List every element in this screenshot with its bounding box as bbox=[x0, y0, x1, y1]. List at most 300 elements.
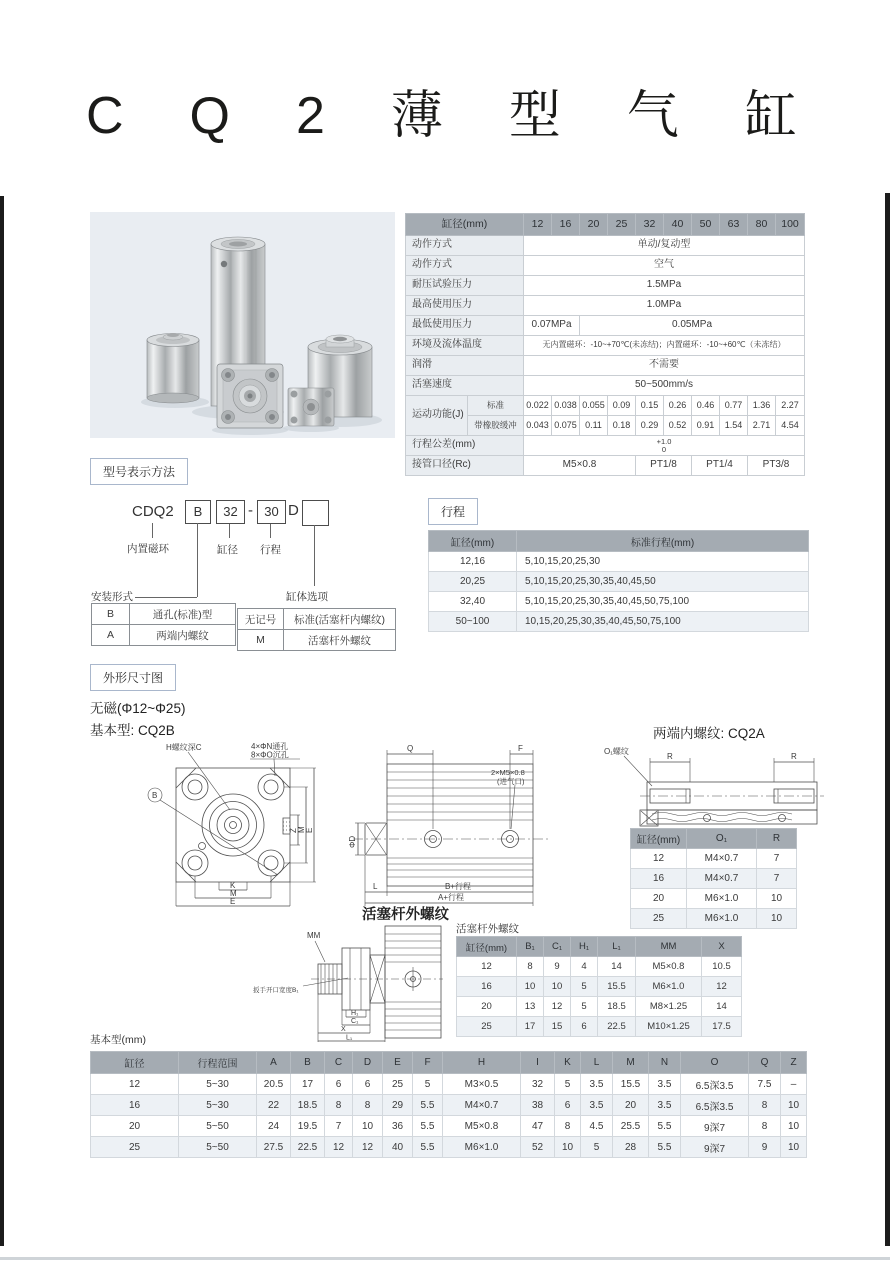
front-dimensions bbox=[176, 768, 316, 906]
row-label: 耐压试验压力 bbox=[406, 276, 524, 296]
cq2a-title: 两端内螺纹: CQ2A bbox=[653, 726, 765, 741]
row-value: PT3/8 bbox=[748, 456, 805, 476]
row-value: 无内置磁环：-10~+70℃(未冻结)；内置磁环：-10~+60℃（未冻结） bbox=[524, 336, 805, 356]
col-header: Q bbox=[749, 1052, 781, 1074]
cq2a-header-row bbox=[631, 829, 797, 849]
table-cell: 9深7 bbox=[681, 1137, 749, 1158]
spec-row-max bbox=[406, 296, 805, 316]
dim-l: L bbox=[373, 882, 378, 891]
dim-c1: C₁ bbox=[351, 1018, 359, 1025]
spec-row-proof bbox=[406, 276, 805, 296]
table-cell: 12 bbox=[325, 1137, 353, 1158]
label-mounting-type: 安装形式 bbox=[91, 591, 133, 603]
spec-row-min bbox=[406, 316, 805, 336]
row-value: M5×0.8 bbox=[524, 456, 636, 476]
table-row bbox=[429, 592, 809, 612]
row-label: 动作方式 bbox=[406, 256, 524, 276]
table-cell: 6 bbox=[555, 1095, 581, 1116]
table-cell: 5.5 bbox=[413, 1137, 443, 1158]
model-code-suffix: D bbox=[288, 502, 299, 519]
col-header: Z bbox=[781, 1052, 807, 1074]
sub-label: 标准 bbox=[468, 396, 524, 416]
col-header: MM bbox=[636, 937, 702, 957]
table-cell: 47 bbox=[521, 1116, 555, 1137]
spec-row-port bbox=[406, 456, 805, 476]
col-header: K bbox=[555, 1052, 581, 1074]
table-cell: 17 bbox=[291, 1074, 325, 1095]
table-cell: 10,15,20,25,30,35,40,45,50,75,100 bbox=[517, 612, 809, 632]
dim-b: B bbox=[152, 791, 158, 800]
tolerance-lower: 0 bbox=[661, 444, 667, 454]
stroke-header-row bbox=[429, 531, 809, 552]
spec-row-medium bbox=[406, 256, 805, 276]
col-header: I bbox=[521, 1052, 555, 1074]
table-cell: 17 bbox=[517, 1017, 544, 1037]
table-cell: 7 bbox=[757, 849, 797, 869]
table-row bbox=[429, 612, 809, 632]
model-code-bore-box: 32 bbox=[216, 500, 245, 524]
front-leaders bbox=[148, 752, 300, 875]
rod-thread-title: 活塞杆外螺纹 bbox=[362, 907, 449, 923]
table-cell: 15.5 bbox=[598, 977, 636, 997]
table-cell: 7.5 bbox=[749, 1074, 781, 1095]
col-header: D bbox=[353, 1052, 383, 1074]
dim-a-stroke: A+行程 bbox=[438, 893, 465, 902]
cq2a-table bbox=[630, 828, 797, 929]
front-body bbox=[176, 768, 290, 882]
dim-r-left: R bbox=[667, 752, 673, 761]
table-row bbox=[631, 889, 797, 909]
table-cell: 14 bbox=[598, 957, 636, 977]
table-cell: B bbox=[92, 604, 130, 625]
table-cell: 6 bbox=[571, 1017, 598, 1037]
table-cell: 19.5 bbox=[291, 1116, 325, 1137]
table-cell: 17.5 bbox=[702, 1017, 742, 1037]
col-header: N bbox=[649, 1052, 681, 1074]
left-cylinder bbox=[147, 333, 199, 403]
cell: 0.022 bbox=[524, 396, 552, 416]
spec-header-row bbox=[406, 214, 805, 236]
cylinders-illustration bbox=[90, 212, 395, 438]
table-cell: 20 bbox=[631, 889, 687, 909]
table-cell: 36 bbox=[383, 1116, 413, 1137]
o1-thread-label: O₁螺纹 bbox=[604, 747, 629, 756]
port-label-1: 2×M5×0.8 bbox=[491, 768, 525, 777]
small-cylinder bbox=[288, 388, 334, 426]
dim-l1: L₁ bbox=[346, 1034, 353, 1042]
bore-col: 100 bbox=[776, 214, 805, 236]
spec-row-lube bbox=[406, 356, 805, 376]
row-value: 0.07MPa bbox=[524, 316, 580, 336]
table-cell: 10 bbox=[555, 1137, 581, 1158]
table-cell: 两端内螺纹 bbox=[130, 625, 236, 646]
table-cell: 10 bbox=[353, 1116, 383, 1137]
basic-table-title: 基本型(mm) bbox=[90, 1034, 146, 1046]
front-thread-label: H螺纹深C bbox=[166, 743, 202, 752]
front-holes-label-2: 8×ΦO沉孔 bbox=[251, 750, 289, 760]
col-header: L bbox=[581, 1052, 613, 1074]
table-cell: 5 bbox=[571, 997, 598, 1017]
connector bbox=[314, 525, 315, 586]
cell: 4.54 bbox=[776, 416, 805, 436]
table-cell: 12,16 bbox=[429, 552, 517, 572]
table-cell: 3.5 bbox=[649, 1074, 681, 1095]
cell: 1.54 bbox=[720, 416, 748, 436]
table-cell: 40 bbox=[383, 1137, 413, 1158]
connector bbox=[152, 523, 153, 538]
table-cell: 5,10,15,20,25,30,35,40,45,50,75,100 bbox=[517, 592, 809, 612]
table-cell: 20 bbox=[457, 997, 517, 1017]
table-cell: 13 bbox=[517, 997, 544, 1017]
cq2a-drawing bbox=[602, 742, 860, 830]
row-label: 环境及流体温度 bbox=[406, 336, 524, 356]
table-row bbox=[457, 1017, 742, 1037]
cell: 0.043 bbox=[524, 416, 552, 436]
table-cell: 15 bbox=[544, 1017, 571, 1037]
table-cell: 25 bbox=[91, 1137, 179, 1158]
dim-e2: E bbox=[305, 827, 314, 833]
col-header: 缸径(mm) bbox=[457, 937, 517, 957]
table-cell: 10 bbox=[544, 977, 571, 997]
cell: 0.91 bbox=[692, 416, 720, 436]
cell: 0.09 bbox=[608, 396, 636, 416]
bore-col: 12 bbox=[524, 214, 552, 236]
table-cell: 5 bbox=[413, 1074, 443, 1095]
dim-f: F bbox=[518, 744, 523, 753]
row-value: 0.05MPa bbox=[580, 316, 805, 336]
row-label: 最高使用压力 bbox=[406, 296, 524, 316]
table-cell: 38 bbox=[521, 1095, 555, 1116]
basic-type-label: 基本型: CQ2B bbox=[90, 723, 175, 738]
table-row bbox=[631, 869, 797, 889]
col-header: O₁ bbox=[687, 829, 757, 849]
bore-col: 80 bbox=[748, 214, 776, 236]
table-cell: 5,10,15,20,25,30,35,40,45,50 bbox=[517, 572, 809, 592]
col-header: X bbox=[702, 937, 742, 957]
connector bbox=[197, 523, 198, 597]
table-cell: M5×0.8 bbox=[636, 957, 702, 977]
col-header: 行程范围 bbox=[179, 1052, 257, 1074]
table-row bbox=[429, 552, 809, 572]
col-header: B bbox=[291, 1052, 325, 1074]
model-code-dash: - bbox=[248, 502, 253, 519]
basic-dimensions-table bbox=[90, 1051, 807, 1158]
rod-header-row bbox=[457, 937, 742, 957]
table-cell: 8 bbox=[749, 1095, 781, 1116]
row-label: 活塞速度 bbox=[406, 376, 524, 396]
table-cell: 12 bbox=[631, 849, 687, 869]
table-cell: 3.5 bbox=[581, 1074, 613, 1095]
cell: 0.11 bbox=[580, 416, 608, 436]
table-cell: 8 bbox=[325, 1095, 353, 1116]
table-cell: 25 bbox=[631, 909, 687, 929]
table-cell: 4.5 bbox=[581, 1116, 613, 1137]
table-cell: 18.5 bbox=[598, 997, 636, 1017]
bore-col: 32 bbox=[636, 214, 664, 236]
table-row bbox=[457, 977, 742, 997]
table-cell: M4×0.7 bbox=[687, 869, 757, 889]
table-cell: M10×1.25 bbox=[636, 1017, 702, 1037]
table-cell: 5.5 bbox=[649, 1137, 681, 1158]
table-cell: 7 bbox=[757, 869, 797, 889]
table-row bbox=[457, 997, 742, 1017]
table-cell: 25.5 bbox=[613, 1116, 649, 1137]
dim-h1: H₁ bbox=[351, 1010, 359, 1017]
row-value bbox=[524, 436, 805, 456]
table-cell: 15.5 bbox=[613, 1074, 649, 1095]
table-cell: 5~50 bbox=[179, 1116, 257, 1137]
table-cell: M5×0.8 bbox=[443, 1116, 521, 1137]
table-row bbox=[91, 1074, 807, 1095]
table-cell: 20,25 bbox=[429, 572, 517, 592]
table-row bbox=[457, 957, 742, 977]
table-cell: 12 bbox=[457, 957, 517, 977]
row-label: 最低使用压力 bbox=[406, 316, 524, 336]
table-cell: 5,10,15,20,25,30 bbox=[517, 552, 809, 572]
dim-k: K bbox=[230, 881, 236, 890]
cell: 1.36 bbox=[748, 396, 776, 416]
table-cell: 28 bbox=[613, 1137, 649, 1158]
sub-label: 带橡胶缓冲 bbox=[468, 416, 524, 436]
dim-e: E bbox=[230, 897, 236, 906]
table-cell: 8 bbox=[517, 957, 544, 977]
wrench-width-label: 扳手开口宽度B₁ bbox=[253, 987, 299, 994]
cell: 0.055 bbox=[580, 396, 608, 416]
col-header: A bbox=[257, 1052, 291, 1074]
col-header: H bbox=[443, 1052, 521, 1074]
col-header: 缸径 bbox=[91, 1052, 179, 1074]
table-cell: 10 bbox=[757, 889, 797, 909]
bore-col: 25 bbox=[608, 214, 636, 236]
connector bbox=[135, 597, 197, 598]
spec-table bbox=[405, 213, 805, 476]
connector bbox=[270, 524, 271, 538]
table-cell: M3×0.5 bbox=[443, 1074, 521, 1095]
table-cell: M bbox=[238, 630, 284, 651]
row-label: 接管口径(Rc) bbox=[406, 456, 524, 476]
rod-leaders bbox=[303, 941, 348, 986]
table-cell: 活塞杆外螺纹 bbox=[284, 630, 396, 651]
label-stroke: 行程 bbox=[260, 544, 281, 556]
row-value: 50~500mm/s bbox=[524, 376, 805, 396]
table-cell: 6.5深3.5 bbox=[681, 1095, 749, 1116]
cell: 0.18 bbox=[608, 416, 636, 436]
model-code-mount-box: B bbox=[185, 500, 211, 524]
table-row bbox=[91, 1095, 807, 1116]
rod-table-title: 活塞杆外螺纹 bbox=[456, 923, 519, 935]
row-label: 动作方式 bbox=[406, 236, 524, 256]
table-cell: 12 bbox=[91, 1074, 179, 1095]
label-built-in-magnet: 内置磁环 bbox=[127, 543, 169, 555]
table-cell: 7 bbox=[325, 1116, 353, 1137]
cell: 0.46 bbox=[692, 396, 720, 416]
table-cell: M4×0.7 bbox=[443, 1095, 521, 1116]
table-cell: 12 bbox=[544, 997, 571, 1017]
col-header: E bbox=[383, 1052, 413, 1074]
cell: 0.075 bbox=[552, 416, 580, 436]
table-cell: 标准(活塞杆内螺纹) bbox=[284, 609, 396, 630]
cell: 0.15 bbox=[636, 396, 664, 416]
rod-thread-table bbox=[456, 936, 742, 1037]
table-row bbox=[631, 909, 797, 929]
table-cell: 5 bbox=[555, 1074, 581, 1095]
table-cell: 10 bbox=[781, 1095, 807, 1116]
table-cell: 18.5 bbox=[291, 1095, 325, 1116]
spec-row-tolerance bbox=[406, 436, 805, 456]
bore-col: 20 bbox=[580, 214, 608, 236]
table-cell: 8 bbox=[353, 1095, 383, 1116]
side-view-drawing bbox=[345, 736, 563, 908]
table-cell: 16 bbox=[457, 977, 517, 997]
col-header: B₁ bbox=[517, 937, 544, 957]
table-cell: 9 bbox=[749, 1137, 781, 1158]
table-cell: M6×1.0 bbox=[687, 909, 757, 929]
dim-x: X bbox=[341, 1026, 346, 1033]
table-cell: 9深7 bbox=[681, 1116, 749, 1137]
table-cell: M8×1.25 bbox=[636, 997, 702, 1017]
table-cell: 22 bbox=[257, 1095, 291, 1116]
table-cell: 4 bbox=[571, 957, 598, 977]
dim-r-right: R bbox=[791, 752, 797, 761]
table-cell: 5~30 bbox=[179, 1095, 257, 1116]
section-dimensions: 外形尺寸图 bbox=[90, 664, 176, 691]
spec-row-energy-std bbox=[406, 396, 805, 416]
table-cell: 5.5 bbox=[649, 1116, 681, 1137]
port-label-2: (进气口) bbox=[497, 777, 525, 786]
bore-col: 40 bbox=[664, 214, 692, 236]
label-bore: 缸径 bbox=[217, 544, 238, 556]
dim-q: Q bbox=[407, 744, 414, 753]
table-row bbox=[238, 609, 396, 630]
dim-m2: M bbox=[297, 826, 306, 833]
table-cell: 25 bbox=[457, 1017, 517, 1037]
basic-header-row bbox=[91, 1052, 807, 1074]
body-option-table bbox=[237, 608, 396, 651]
col-header: M bbox=[613, 1052, 649, 1074]
table-cell: 22.5 bbox=[598, 1017, 636, 1037]
col-header: C bbox=[325, 1052, 353, 1074]
bore-col: 50 bbox=[692, 214, 720, 236]
cq2a-dimensions bbox=[624, 756, 814, 786]
table-cell: – bbox=[781, 1074, 807, 1095]
table-cell: 50~100 bbox=[429, 612, 517, 632]
col-header: L₁ bbox=[598, 937, 636, 957]
bore-col: 16 bbox=[552, 214, 580, 236]
front-view-drawing bbox=[138, 740, 343, 908]
table-cell: 9 bbox=[544, 957, 571, 977]
table-cell: 20.5 bbox=[257, 1074, 291, 1095]
table-cell: 8 bbox=[749, 1116, 781, 1137]
page-edge-left bbox=[0, 196, 4, 1246]
col-header: 缸径(mm) bbox=[429, 531, 517, 552]
spec-row-speed bbox=[406, 376, 805, 396]
cell: 0.26 bbox=[664, 396, 692, 416]
table-cell: 10 bbox=[781, 1137, 807, 1158]
table-cell: 10 bbox=[757, 909, 797, 929]
cell: 0.77 bbox=[720, 396, 748, 416]
cell: 0.038 bbox=[552, 396, 580, 416]
col-header: F bbox=[413, 1052, 443, 1074]
table-cell: 3.5 bbox=[649, 1095, 681, 1116]
dim-m: M bbox=[230, 889, 237, 898]
table-cell: 20 bbox=[91, 1116, 179, 1137]
table-cell: 5~50 bbox=[179, 1137, 257, 1158]
table-cell: 16 bbox=[631, 869, 687, 889]
table-cell: M6×1.0 bbox=[636, 977, 702, 997]
rod-body bbox=[311, 926, 443, 1038]
table-cell: 10.5 bbox=[702, 957, 742, 977]
page-edge-right bbox=[885, 193, 890, 1246]
table-cell: 27.5 bbox=[257, 1137, 291, 1158]
table-cell: M6×1.0 bbox=[443, 1137, 521, 1158]
model-code-prefix: CDQ2 bbox=[132, 503, 174, 520]
page-title: CQ2薄型气缸 bbox=[86, 87, 863, 145]
table-row bbox=[92, 625, 236, 646]
row-label: 运动功能(J) bbox=[406, 396, 468, 436]
front-holes-label-1: 4×ΦN通孔 bbox=[251, 742, 289, 751]
cell: 0.52 bbox=[664, 416, 692, 436]
table-cell: 32,40 bbox=[429, 592, 517, 612]
col-header: C₁ bbox=[544, 937, 571, 957]
table-cell: 32 bbox=[521, 1074, 555, 1095]
table-cell: 22.5 bbox=[291, 1137, 325, 1158]
table-cell: 12 bbox=[702, 977, 742, 997]
cell: 2.27 bbox=[776, 396, 805, 416]
table-row bbox=[238, 630, 396, 651]
connector bbox=[229, 524, 230, 538]
cell: 2.71 bbox=[748, 416, 776, 436]
table-cell: 5~30 bbox=[179, 1074, 257, 1095]
table-cell: 16 bbox=[91, 1095, 179, 1116]
table-cell: 25 bbox=[383, 1074, 413, 1095]
table-cell: M4×0.7 bbox=[687, 849, 757, 869]
table-cell: 6 bbox=[353, 1074, 383, 1095]
tolerance-upper: +1.0 bbox=[656, 437, 672, 447]
row-label: 润滑 bbox=[406, 356, 524, 376]
dim-z: Z bbox=[289, 828, 298, 833]
mm-label: MM bbox=[307, 931, 321, 940]
table-cell: 5 bbox=[581, 1137, 613, 1158]
table-cell: 5.5 bbox=[413, 1095, 443, 1116]
table-row bbox=[91, 1116, 807, 1137]
table-cell: 6 bbox=[325, 1074, 353, 1095]
col-header: R bbox=[757, 829, 797, 849]
bore-col: 63 bbox=[720, 214, 748, 236]
table-cell: 10 bbox=[781, 1116, 807, 1137]
row-value: 单动/复动型 bbox=[524, 236, 805, 256]
stroke-table bbox=[428, 530, 809, 632]
row-value: 不需要 bbox=[524, 356, 805, 376]
model-code-option-box bbox=[302, 500, 329, 526]
col-header: 缸径(mm) bbox=[631, 829, 687, 849]
table-row bbox=[429, 572, 809, 592]
col-header: H₁ bbox=[571, 937, 598, 957]
table-row bbox=[91, 1137, 807, 1158]
table-cell: M6×1.0 bbox=[687, 889, 757, 909]
table-cell: A bbox=[92, 625, 130, 646]
col-header: O bbox=[681, 1052, 749, 1074]
mounting-type-table bbox=[91, 603, 236, 646]
table-cell: 14 bbox=[702, 997, 742, 1017]
table-cell: 5.5 bbox=[413, 1116, 443, 1137]
cq2a-body bbox=[640, 782, 824, 826]
spec-row-action bbox=[406, 236, 805, 256]
dim-phi-d: ΦD bbox=[348, 835, 357, 848]
table-cell: 3.5 bbox=[581, 1095, 613, 1116]
row-label: 行程公差(mm) bbox=[406, 436, 524, 456]
table-cell: 10 bbox=[517, 977, 544, 997]
section-model-designation: 型号表示方法 bbox=[90, 458, 188, 485]
